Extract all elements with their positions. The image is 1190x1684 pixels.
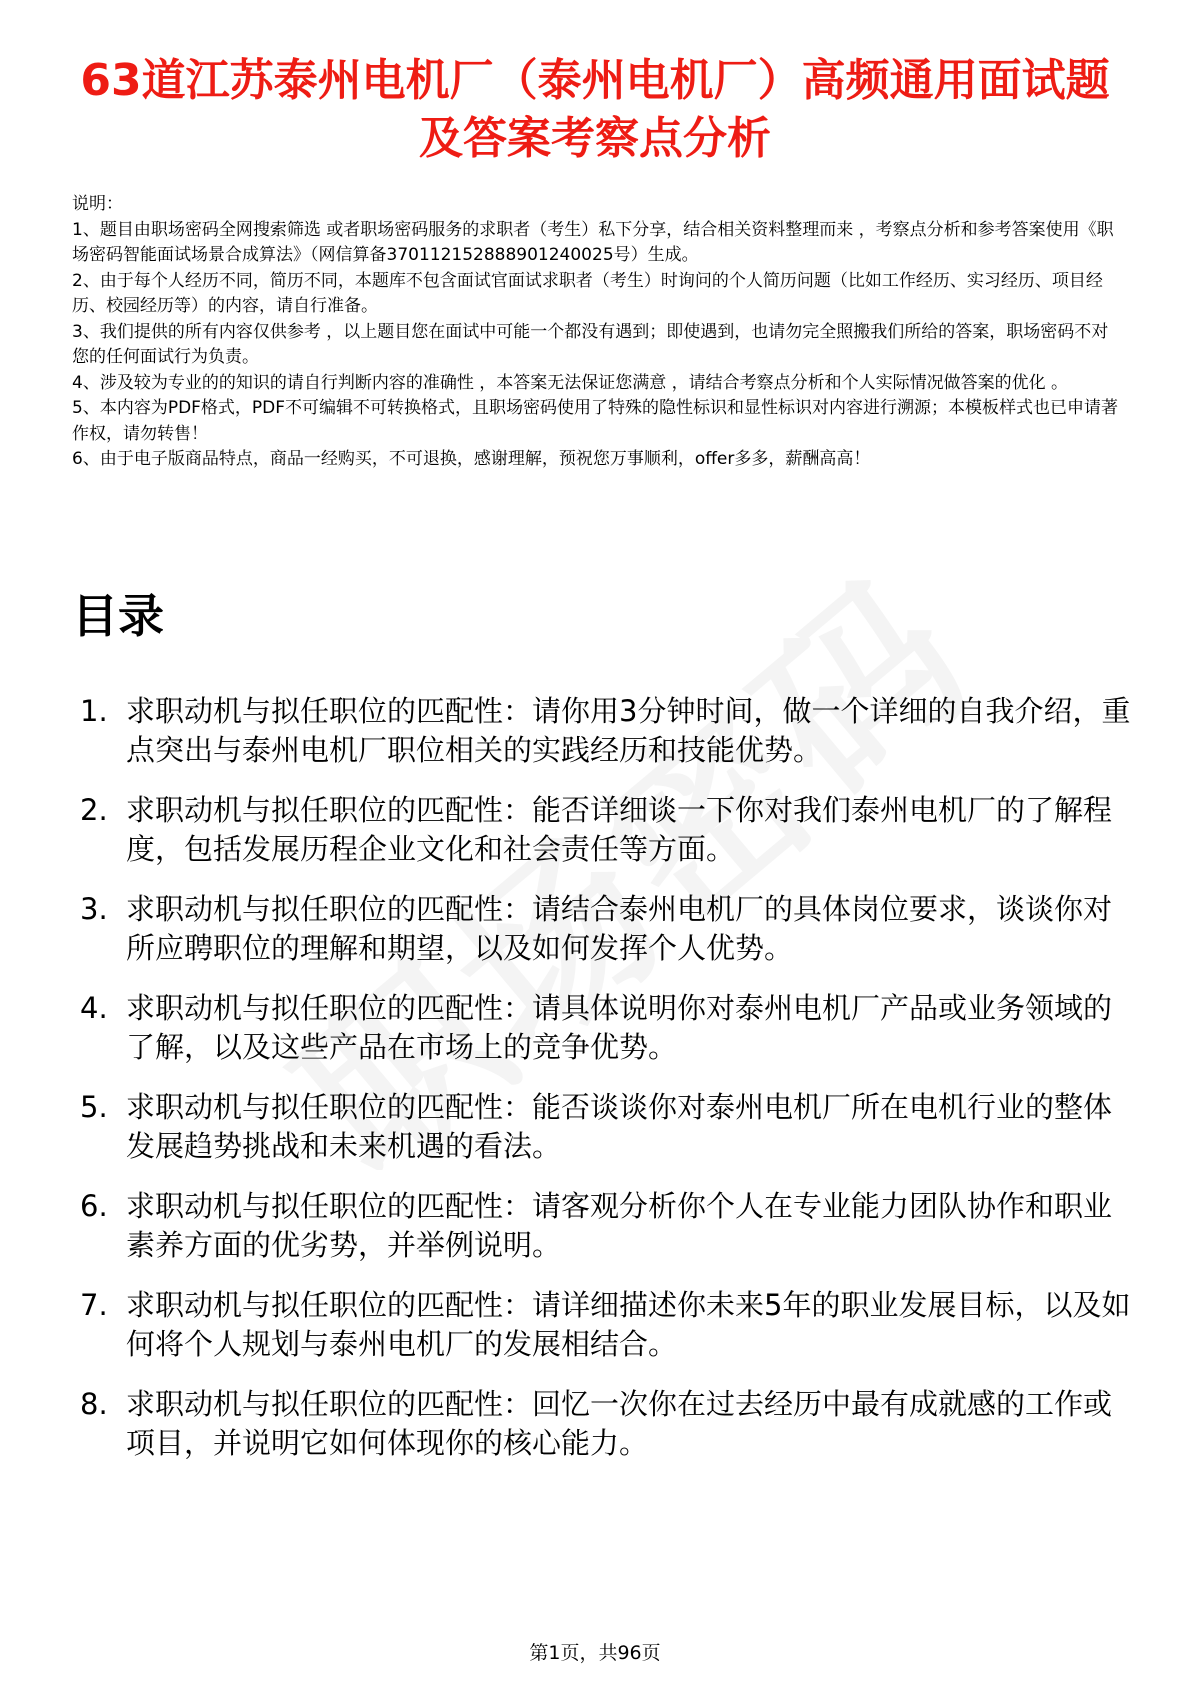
toc-item[interactable] [72, 1286, 1132, 1364]
toc-item-text: 求职动机与拟任职位的匹配性：能否详细谈一下你对我们泰州电机厂的了解程度，包括发展历程企业文化和社会责任等方面。 [126, 793, 1113, 866]
note-item: 1、题目由职场密码全网搜索筛选 或者职场密码服务的求职者（考生）私下分享，结合相关资料整理而来 ，考察点分析和参考答案使用《职场密码智能面试场景合成算法》（网信算备370112152888901240025号）生成。 [72, 219, 1114, 265]
toc-item-text: 求职动机与拟任职位的匹配性：能否谈谈你对泰州电机厂所在电机行业的整体发展趋势挑战和未来机遇的看法。 [126, 1090, 1113, 1163]
toc-item-text: 求职动机与拟任职位的匹配性：请客观分析你个人在专业能力团队协作和职业素养方面的优劣势，并举例说明。 [126, 1189, 1113, 1262]
toc-item-number: 4. [80, 991, 108, 1025]
toc-item-number: 5. [80, 1090, 108, 1124]
toc-item-number: 6. [80, 1189, 108, 1223]
page-footer: 第1页，共96页 [529, 1642, 661, 1664]
toc-item[interactable] [72, 692, 1132, 770]
notes-section [72, 192, 1122, 473]
note-item: 5、本内容为PDF格式，PDF不可编辑不可转换格式，且职场密码使用了特殊的隐性标识和显性标识对内容进行溯源；本模板样式也已申请著作权，请勿转售！ [72, 398, 1119, 444]
note-item: 6、由于电子版商品特点，商品一经购买，不可退换，感谢理解，预祝您万事顺利，offer多多，薪酬高高！ [72, 449, 871, 469]
note-item: 3、我们提供的所有内容仅供参考 ，以上题目您在面试中可能一个都没有遇到；即使遇到，也请勿完全照搬我们所给的答案，职场密码不对您的任何面试行为负责。 [72, 321, 1109, 367]
toc-item[interactable] [72, 791, 1132, 869]
toc-item[interactable] [72, 989, 1132, 1067]
toc-item[interactable] [72, 1187, 1132, 1265]
toc-item-text: 求职动机与拟任职位的匹配性：回忆一次你在过去经历中最有成就感的工作或项目，并说明它如何体现你的核心能力。 [126, 1387, 1113, 1460]
toc-item-number: 7. [80, 1288, 108, 1322]
toc-item-text: 求职动机与拟任职位的匹配性：请你用3分钟时间，做一个详细的自我介绍，重点突出与泰州电机厂职位相关的实践经历和技能优势。 [126, 694, 1131, 767]
toc-item[interactable] [72, 1088, 1132, 1166]
toc-item-text: 求职动机与拟任职位的匹配性：请详细描述你未来5年的职业发展目标，以及如何将个人规划与泰州电机厂的发展相结合。 [126, 1288, 1131, 1361]
toc-item[interactable] [72, 1385, 1132, 1463]
toc-item[interactable] [72, 890, 1132, 968]
toc-item-number: 8. [80, 1387, 108, 1421]
document-title: 63道江苏泰州电机厂（泰州电机厂）高频通用面试题及答案考察点分析 [80, 55, 1110, 164]
toc-heading: 目录 [72, 589, 164, 643]
toc-item-text: 求职动机与拟任职位的匹配性：请结合泰州电机厂的具体岗位要求，谈谈你对所应聘职位的理解和期望，以及如何发挥个人优势。 [126, 892, 1113, 965]
toc-item-number: 1. [80, 694, 108, 728]
toc-item-number: 3. [80, 892, 108, 926]
note-item: 4、涉及较为专业的的知识的请自行判断内容的准确性 ，本答案无法保证您满意 ，请结合考察点分析和个人实际情况做答案的优化 。 [72, 372, 1069, 393]
toc-item-number: 2. [80, 793, 108, 827]
notes-heading: 说明： [72, 194, 123, 214]
note-item: 2、由于每个人经历不同，简历不同，本题库不包含面试官面试求职者（考生）时询问的个人简历问题（比如工作经历、实习经历、项目经历、校园经历等）的内容，请自行准备。 [72, 270, 1103, 316]
table-of-contents [72, 692, 1132, 1484]
toc-item-text: 求职动机与拟任职位的匹配性：请具体说明你对泰州电机厂产品或业务领域的了解，以及这些产品在市场上的竞争优势。 [126, 991, 1113, 1064]
